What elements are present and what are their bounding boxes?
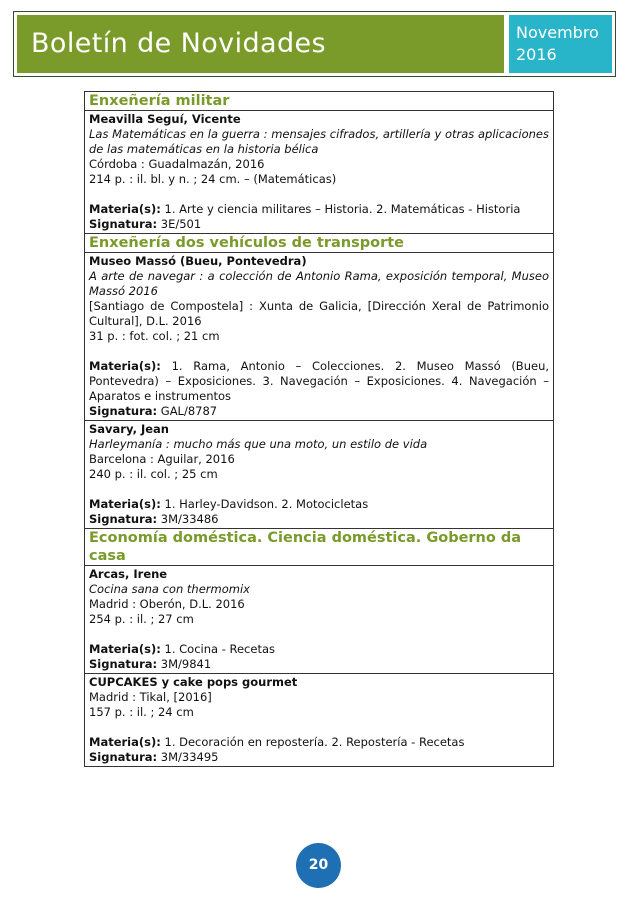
entry-title: Las Matemáticas en la guerra : mensajes cifrados, artillería y otras aplicaciones de las matemáticas en la historia bélica xyxy=(89,127,549,156)
entry-signatura xyxy=(89,512,549,527)
catalog-entry xyxy=(85,421,553,529)
entry-physical: 240 p. : il. col. ; 25 cm xyxy=(89,467,218,481)
signatura-label: Signatura: xyxy=(89,657,158,671)
signatura-label: Signatura: xyxy=(89,512,158,526)
catalog-entry xyxy=(85,253,553,421)
issue-year: 2016 xyxy=(516,45,557,64)
materia-value: 1. Rama, Antonio – Colecciones. 2. Museo Massó (Bueu, Pontevedra) – Exposiciones. 3. Navegación – Exposiciones. 4. Navegación – Aparatos e instrumentos xyxy=(89,359,550,403)
entry-signatura xyxy=(89,404,549,419)
signatura-value: 3M/9841 xyxy=(160,657,212,671)
entry-imprint: Madrid : Oberón, D.L. 2016 xyxy=(89,597,245,611)
entry-title: A arte de navegar : a colección de Antonio Rama, exposición temporal, Museo Massó 2016 xyxy=(89,269,549,298)
entry-physical: 157 p. : il. ; 24 cm xyxy=(89,705,194,719)
entry-title: Cocina sana con thermomix xyxy=(89,582,250,596)
section-heading: Economía doméstica. Ciencia doméstica. Goberno da casa xyxy=(85,529,553,566)
signatura-label: Signatura: xyxy=(89,217,158,231)
materia-label: Materia(s): xyxy=(89,359,161,373)
signatura-value: GAL/8787 xyxy=(160,404,218,418)
entry-materia xyxy=(89,359,549,404)
entry-physical: 254 p. : il. ; 27 cm xyxy=(89,612,194,626)
entry-materia xyxy=(89,202,549,217)
newsletter-title: Boletín de Novidades xyxy=(17,15,504,73)
banner-inner xyxy=(17,15,612,73)
signatura-value: 3M/33486 xyxy=(160,512,219,526)
catalog-entry xyxy=(85,566,553,674)
entry-author: Arcas, Irene xyxy=(89,567,168,581)
spacer xyxy=(89,187,549,202)
signatura-value: 3E/501 xyxy=(160,217,202,231)
signatura-label: Signatura: xyxy=(89,750,158,764)
materia-label: Materia(s): xyxy=(89,202,161,216)
catalog-entry xyxy=(85,111,553,234)
signatura-label: Signatura: xyxy=(89,404,158,418)
entry-signatura xyxy=(89,657,549,672)
entry-author: Savary, Jean xyxy=(89,422,169,436)
section-heading: Enxeñería dos vehículos de transporte xyxy=(85,234,553,253)
materia-value: 1. Decoración en repostería. 2. Repostería - Recetas xyxy=(164,735,465,749)
entry-signatura xyxy=(89,750,549,765)
entry-materia xyxy=(89,497,549,512)
newsletter-banner xyxy=(13,11,616,77)
section-heading: Enxeñería militar xyxy=(85,92,553,111)
entry-materia xyxy=(89,642,549,657)
entry-author: Museo Massó (Bueu, Pontevedra) xyxy=(89,254,307,268)
entry-author: CUPCAKES y cake pops gourmet xyxy=(89,675,298,689)
entry-physical: 31 p. : fot. col. ; 21 cm xyxy=(89,329,220,343)
spacer xyxy=(89,344,549,359)
materia-value: 1. Arte y ciencia militares – Historia. 2. Matemáticas - Historia xyxy=(164,202,521,216)
spacer xyxy=(89,627,549,642)
materia-value: 1. Cocina - Recetas xyxy=(164,642,276,656)
entry-imprint: [Santiago de Compostela] : Xunta de Galicia, [Dirección Xeral de Patrimonio Cultural], D.L. 2016 xyxy=(89,299,549,328)
entry-imprint: Barcelona : Aguilar, 2016 xyxy=(89,452,235,466)
materia-value: 1. Harley-Davidson. 2. Motocicletas xyxy=(164,497,369,511)
issue-date xyxy=(509,15,612,73)
entry-materia xyxy=(89,735,549,750)
catalog-entry xyxy=(85,674,553,766)
page-number: 20 xyxy=(296,843,341,888)
signatura-value: 3M/33495 xyxy=(160,750,219,764)
entry-imprint: Córdoba : Guadalmazán, 2016 xyxy=(89,157,265,171)
spacer xyxy=(89,720,549,735)
entry-physical: 214 p. : il. bl. y n. ; 24 cm. – (Matemáticas) xyxy=(89,172,337,186)
entry-imprint: Madrid : Tikal, [2016] xyxy=(89,690,212,704)
materia-label: Materia(s): xyxy=(89,642,161,656)
catalog-table xyxy=(84,91,554,767)
spacer xyxy=(89,482,549,497)
entry-title: Harleymanía : mucho más que una moto, un estilo de vida xyxy=(89,437,428,451)
materia-label: Materia(s): xyxy=(89,735,161,749)
materia-label: Materia(s): xyxy=(89,497,161,511)
issue-month: Novembro xyxy=(516,23,599,42)
entry-author: Meavilla Seguí, Vicente xyxy=(89,112,241,126)
entry-signatura xyxy=(89,217,549,232)
